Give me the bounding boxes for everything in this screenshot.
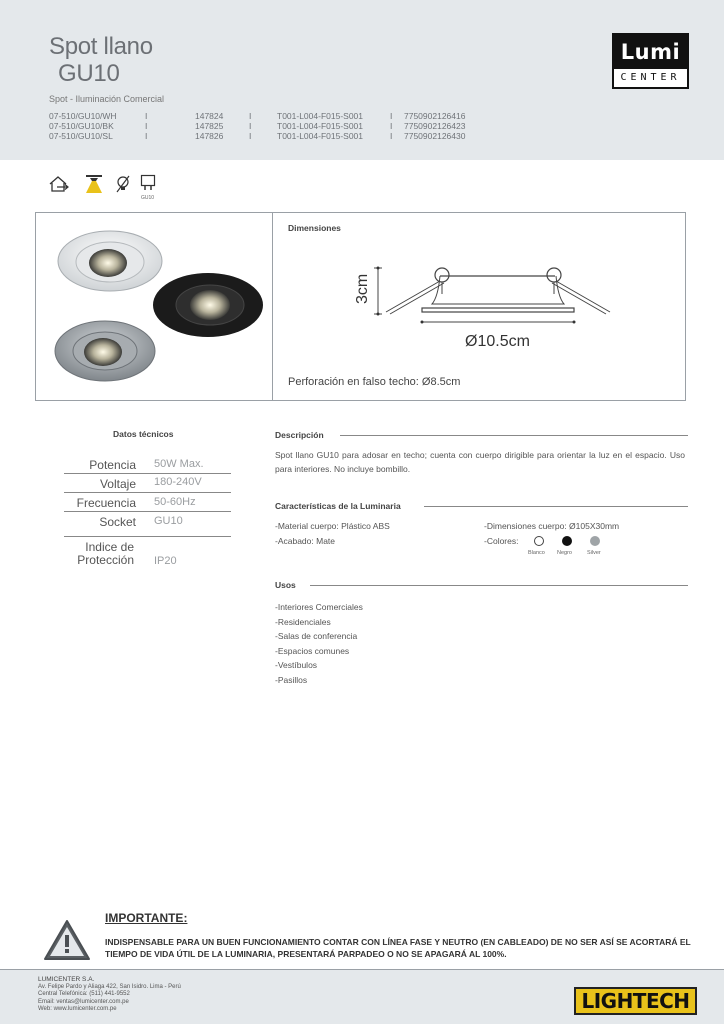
spec-value: 50W Max. bbox=[154, 458, 204, 470]
separator: I bbox=[249, 121, 252, 131]
code-row bbox=[49, 121, 465, 131]
code-ref: 07-510/GU10/BK bbox=[49, 121, 114, 131]
logo-bottom-text: CENTER bbox=[620, 72, 681, 83]
list-item: -Vestíbulos bbox=[275, 660, 318, 671]
ip-label-line2: Protección bbox=[77, 553, 134, 567]
spec-row-voltage bbox=[64, 474, 231, 493]
product-subtitle: Spot - Iluminación Comercial bbox=[49, 94, 165, 104]
features-title: Características de la Luminaria bbox=[275, 501, 401, 511]
socket-icon-label: GU10 bbox=[141, 195, 155, 201]
uses-list bbox=[275, 600, 363, 688]
list-item: -Interiores Comerciales bbox=[275, 602, 363, 612]
color-swatch-black bbox=[562, 536, 572, 546]
color-swatch-white bbox=[534, 536, 544, 546]
gu10-socket-icon bbox=[140, 174, 156, 192]
product-codes bbox=[49, 111, 465, 141]
spec-label: Frecuencia bbox=[76, 496, 136, 510]
code-id: T001-L004-F015-S001 bbox=[277, 131, 364, 141]
color-label-silver: Silver bbox=[587, 550, 601, 556]
logo-top-text: Lumi bbox=[614, 35, 687, 69]
box-divider bbox=[272, 212, 273, 401]
indoor-house-icon bbox=[48, 174, 70, 194]
list-item: -Espacios comunes bbox=[275, 645, 350, 656]
company-phone: Central Telefónica: (511) 441-9552 bbox=[38, 991, 130, 997]
description-title: Descripción bbox=[275, 430, 324, 440]
company-email: Email: ventas@lumicenter.com.pe bbox=[38, 998, 129, 1005]
ip-value: IP20 bbox=[154, 555, 177, 567]
list-item: -Salas de conferencia bbox=[275, 631, 358, 642]
company-address: Av. Felipe Pardo y Aliaga 422, San Isidro. Lima - Perú bbox=[38, 983, 181, 990]
spec-row-frequency bbox=[64, 493, 231, 512]
separator: I bbox=[390, 121, 393, 131]
separator: I bbox=[145, 111, 148, 121]
color-label-white: Blanco bbox=[528, 550, 545, 556]
code-ref: 07-510/GU10/SL bbox=[49, 131, 113, 141]
ip-label bbox=[64, 541, 134, 567]
separator: I bbox=[249, 131, 252, 141]
ceiling-light-icon bbox=[85, 174, 103, 194]
warning-icon bbox=[42, 918, 92, 962]
list-item: -Pasillos bbox=[275, 674, 308, 685]
width-dimension: Ø10.5cm bbox=[465, 333, 530, 350]
code-sku: 147826 bbox=[195, 131, 224, 141]
code-ref: 07-510/GU10/WH bbox=[49, 111, 117, 121]
ip-label-line1: Indice de bbox=[85, 540, 134, 554]
description-text: Spot llano GU10 para adosar en techo; cuenta con cuerpo dirigible para orientar la luz en el espacio. Uso para interiores. No incluye bombillo. bbox=[275, 450, 685, 474]
code-sku: 147825 bbox=[195, 121, 224, 131]
spec-value: 50-60Hz bbox=[154, 496, 196, 508]
code-ean: 7750902126416 bbox=[404, 111, 466, 121]
separator: I bbox=[145, 131, 148, 141]
code-ean: 7750902126430 bbox=[404, 131, 466, 141]
spec-row-power bbox=[64, 455, 231, 474]
features-rule bbox=[424, 506, 688, 507]
spec-row-socket bbox=[64, 512, 231, 537]
lightech-logo bbox=[574, 987, 697, 1015]
code-sku: 147824 bbox=[195, 111, 224, 121]
spec-label: Voltaje bbox=[99, 477, 136, 491]
spec-label: Socket bbox=[99, 515, 136, 529]
important-title: IMPORTANTE: bbox=[105, 911, 188, 925]
code-row bbox=[49, 131, 465, 141]
feature-material: -Material cuerpo: Plástico ABS bbox=[275, 521, 390, 531]
lightech-logo-text: LIGHTECH bbox=[581, 989, 690, 1013]
product-photo bbox=[50, 225, 265, 385]
ceiling-cutout: Perforación en falso techo: Ø8.5cm bbox=[288, 376, 461, 388]
separator: I bbox=[390, 111, 393, 121]
uses-rule bbox=[310, 585, 688, 586]
feature-finish: -Acabado: Mate bbox=[275, 536, 336, 546]
lumicenter-logo bbox=[612, 33, 689, 89]
dimensions-title: Dimensiones bbox=[288, 223, 341, 233]
color-swatch-silver bbox=[590, 536, 600, 546]
feature-colors-label: -Colores: bbox=[484, 536, 519, 546]
product-title-line2: GU10 bbox=[58, 60, 120, 87]
uses-title: Usos bbox=[275, 580, 296, 590]
height-dimension: 3cm bbox=[354, 273, 371, 304]
spec-value: GU10 bbox=[154, 515, 183, 527]
product-title-line1: Spot llano bbox=[49, 33, 153, 60]
code-id: T001-L004-F015-S001 bbox=[277, 121, 364, 131]
color-label-black: Negro bbox=[557, 550, 572, 556]
footer-rule bbox=[0, 969, 724, 970]
company-web: Web: www.lumicenter.com.pe bbox=[38, 1006, 117, 1012]
no-dimmer-icon bbox=[115, 174, 131, 194]
separator: I bbox=[145, 121, 148, 131]
dimension-drawing bbox=[370, 262, 620, 332]
company-name: LUMICENTER S.A. bbox=[38, 976, 95, 983]
spec-value: 180-240V bbox=[154, 476, 202, 488]
separator: I bbox=[249, 111, 252, 121]
code-id: T001-L004-F015-S001 bbox=[277, 111, 364, 121]
code-ean: 7750902126423 bbox=[404, 121, 466, 131]
spec-label: Potencia bbox=[89, 458, 136, 472]
feature-dimensions: -Dimensiones cuerpo: Ø105X30mm bbox=[484, 521, 620, 531]
footer-contact bbox=[38, 976, 181, 1014]
code-row bbox=[49, 111, 465, 121]
list-item: -Residenciales bbox=[275, 616, 331, 627]
tech-title: Datos técnicos bbox=[113, 429, 174, 439]
important-text: INDISPENSABLE PARA UN BUEN FUNCIONAMIENTO CONTAR CON LÍNEA FASE Y NEUTRO (EN CABLEADO) DE NO SER ASÍ SE ACORTARÁ EL TIEMPO DE VIDA ÚTIL DE LA LUMINARIA, PRESENTARÁ PARPADEO O NO SE APAGARÁ AL 100%. bbox=[105, 937, 691, 959]
description-rule bbox=[340, 435, 688, 436]
separator: I bbox=[390, 131, 393, 141]
